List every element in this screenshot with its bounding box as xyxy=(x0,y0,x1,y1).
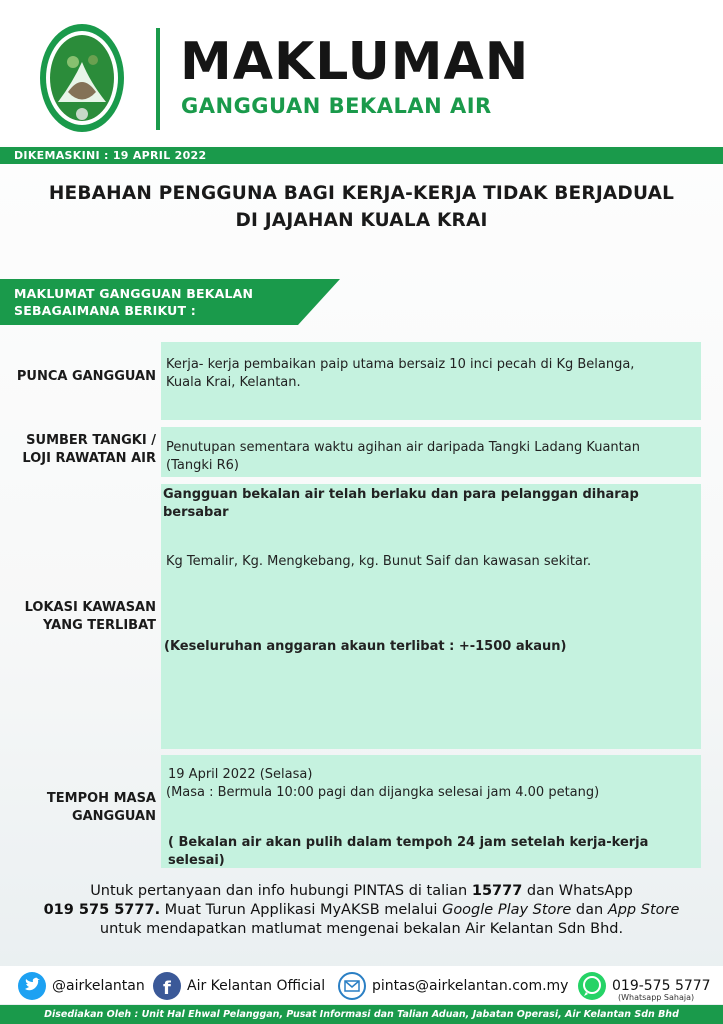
sumber-line-1: Penutupan sementara waktu agihan air daripada Tangki Ladang Kuantan xyxy=(166,440,640,455)
whatsapp-icon xyxy=(578,972,606,1000)
whatsapp-number: 019 575 5777. xyxy=(43,902,161,918)
google-play-link[interactable]: Google Play Store xyxy=(442,902,572,918)
tempoh-restore: ( Bekalan air akan pulih dalam tempoh 24 jam setelah kerja-kerja selesai) xyxy=(168,835,649,868)
sumber-label-2: LOJI RAWATAN AIR xyxy=(22,451,156,466)
lokasi-label-1: LOKASI KAWASAN xyxy=(24,600,156,615)
tempoh-label-1: TEMPOH MASA xyxy=(46,791,156,806)
whatsapp-note: (Whatsapp Sahaja) xyxy=(618,993,695,1002)
contact-line-3: untuk mendapatkan matlumat mengenai bekalan Air Kelantan Sdn Bhd. xyxy=(99,921,624,937)
sumber-label xyxy=(8,432,156,468)
email-icon xyxy=(338,972,366,1000)
header-divider xyxy=(156,28,160,130)
punca-text xyxy=(166,356,696,392)
info-banner xyxy=(0,279,340,325)
twitter-link[interactable] xyxy=(18,972,145,1000)
tempoh-time: (Masa : Bermula 10:00 pagi dan dijangka selesai jam 4.00 petang) xyxy=(166,785,600,800)
lokasi-label xyxy=(8,599,156,635)
contact-text: Untuk pertanyaan dan info hubungi PINTAS di talian xyxy=(90,883,472,899)
prepared-by-text: Disediakan Oleh : Unit Hal Ehwal Pelanggan, Pusat Informasi dan Talian Aduan, Jabatan Operasi, Air Kelantan Sdn Bhd xyxy=(44,1009,679,1020)
facebook-name: Air Kelantan Official xyxy=(187,978,326,994)
contact-line-1 xyxy=(0,882,723,901)
banner-text xyxy=(14,285,253,319)
svg-text:f: f xyxy=(163,978,171,999)
notice-line-1: HEBAHAN PENGGUNA BAGI KERJA-KERJA TIDAK BERJADUAL xyxy=(48,183,675,204)
notice-heading xyxy=(0,180,723,234)
contact-text: Muat Turun Applikasi MyAKSB melalui xyxy=(160,902,443,918)
air-kelantan-logo xyxy=(38,22,126,134)
contact-info xyxy=(0,882,723,939)
twitter-handle: @airkelantan xyxy=(52,978,145,994)
email-link[interactable] xyxy=(338,972,568,1000)
tempoh-label xyxy=(8,790,156,826)
update-date: DIKEMASKINI : 19 APRIL 2022 xyxy=(14,149,207,162)
contact-text: dan xyxy=(571,902,608,918)
contact-line-2 xyxy=(0,901,723,920)
footer xyxy=(0,966,723,1004)
lokasi-label-2: YANG TERLIBAT xyxy=(42,618,156,633)
punca-line-1: Kerja- kerja pembaikan paip utama bersaiz 10 inci pecah di Kg Belanga, xyxy=(166,357,635,372)
sumber-label-1: SUMBER TANGKI / xyxy=(26,433,156,448)
pintas-number: 15777 xyxy=(471,883,523,899)
twitter-icon xyxy=(18,972,46,1000)
email-address: pintas@airkelantan.com.my xyxy=(372,978,569,994)
update-bar xyxy=(0,147,723,164)
banner-line-1: MAKLUMAT GANGGUAN BEKALAN xyxy=(14,286,254,301)
facebook-link[interactable] xyxy=(153,972,325,1000)
lokasi-notice: Gangguan bekalan air telah berlaku dan para pelanggan diharap bersabar xyxy=(163,487,639,520)
page-title: MAKLUMAN xyxy=(180,32,530,92)
sumber-line-2: (Tangki R6) xyxy=(166,458,239,473)
prepared-by-bar xyxy=(0,1005,723,1024)
app-store-link[interactable]: App Store xyxy=(607,902,680,918)
banner-line-2: SEBAGAIMANA BERIKUT : xyxy=(14,303,196,318)
whatsapp-phone: 019-575 5777 xyxy=(612,978,711,994)
tempoh-date: 19 April 2022 (Selasa) xyxy=(168,767,313,782)
lokasi-areas: Kg Temalir, Kg. Mengkebang, kg. Bunut Saif dan kawasan sekitar. xyxy=(166,554,592,569)
facebook-icon xyxy=(153,972,181,1000)
punca-line-2: Kuala Krai, Kelantan. xyxy=(166,375,301,390)
lokasi-box xyxy=(161,484,701,749)
contact-text: dan WhatsApp xyxy=(522,883,633,899)
header xyxy=(0,0,723,145)
notice-line-2: DI JAJAHAN KUALA KRAI xyxy=(235,210,488,231)
sumber-text xyxy=(166,439,696,475)
punca-label: PUNCA GANGGUAN xyxy=(16,369,156,384)
lokasi-accounts: (Keseluruhan anggaran akaun terlibat : +-1500 akaun) xyxy=(164,639,567,654)
tempoh-label-2: GANGGUAN xyxy=(71,809,156,824)
page-subtitle: GANGGUAN BEKALAN AIR xyxy=(181,94,492,118)
